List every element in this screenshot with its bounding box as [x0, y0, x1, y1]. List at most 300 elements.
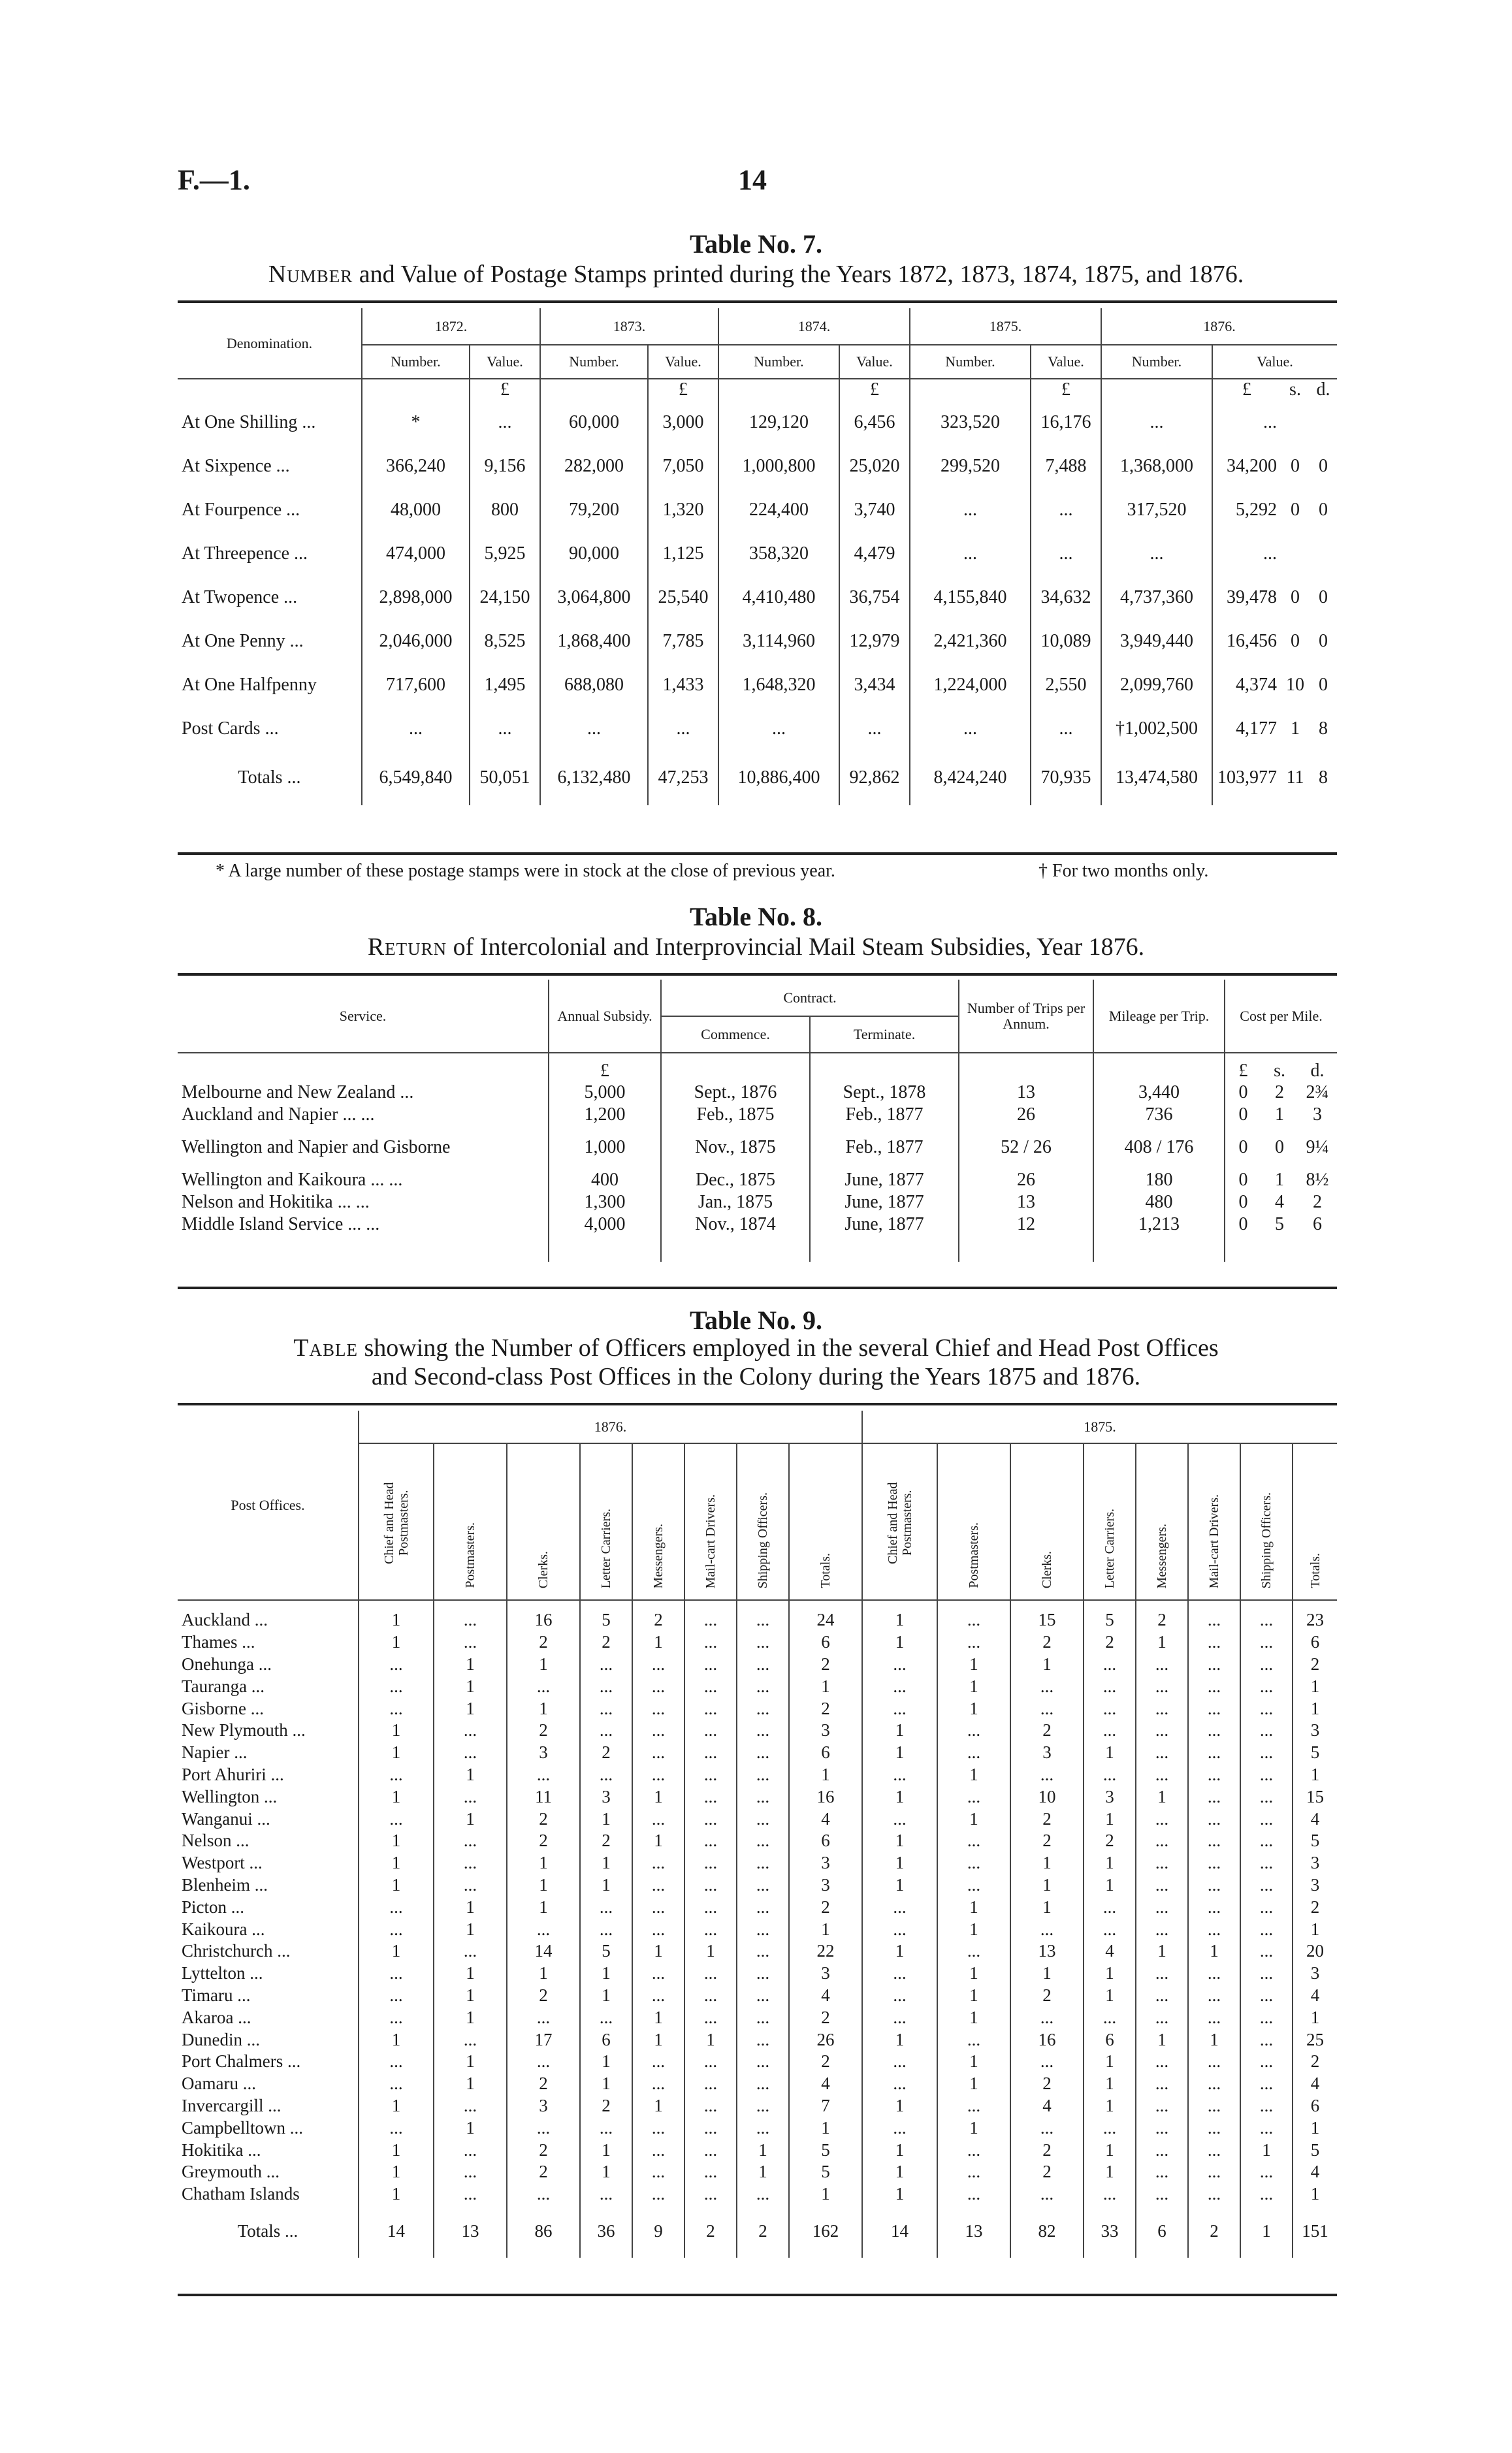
- table9-caption-line1: [0, 1334, 1512, 1362]
- table9-cell: ...: [1240, 1852, 1293, 1874]
- table9-cell: 1: [1293, 2183, 1337, 2205]
- table9-cell: ...: [862, 2051, 937, 2073]
- table9-column-header: [632, 1443, 684, 1600]
- table9-cell: 1: [862, 2095, 937, 2117]
- table9-cell: 1: [684, 1940, 737, 1963]
- table9-cell: ...: [632, 1918, 684, 1940]
- table9-cell: 1: [1084, 1742, 1136, 1764]
- table9-cell: 2: [1010, 2073, 1084, 2095]
- table7-totals-row: [178, 750, 1337, 805]
- table9-row: [178, 1786, 1337, 1808]
- table9-cell: 1: [359, 2028, 434, 2051]
- table9-cell: ...: [737, 1675, 789, 1697]
- table9-cell: 1: [789, 1918, 862, 1940]
- table9-cell: ...: [737, 2006, 789, 2028]
- table9-cell: 3: [507, 2095, 580, 2117]
- table9-cell: 1: [862, 1852, 937, 1874]
- table9-cell: ...: [1188, 1720, 1240, 1742]
- table9-cell: ...: [1010, 2051, 1084, 2073]
- table9-cell: 6: [789, 1742, 862, 1764]
- table8-subsidy-cell: 1,200: [549, 1104, 661, 1126]
- table9-cell: ...: [1240, 1675, 1293, 1697]
- table9-cell: 1: [937, 2006, 1010, 2028]
- table8-row: [178, 1213, 1337, 1236]
- table7-cell: [1310, 400, 1337, 444]
- table9-cell: 2: [507, 1720, 580, 1742]
- table8-subsidy-header: Annual Subsidy.: [549, 980, 661, 1053]
- table9-cell: 6: [1293, 2095, 1337, 2117]
- table9-cell: ...: [1136, 1896, 1188, 1918]
- table9-post-office-name: Christchurch ...: [182, 1941, 291, 1961]
- table8-d-cell: 6: [1313, 1214, 1323, 1234]
- table9-cell: 1: [359, 1631, 434, 1654]
- table9-post-office-name: Campbelltown ...: [182, 2117, 303, 2138]
- table8-trips-cell: 26: [959, 1169, 1093, 1191]
- table9-row: [178, 2006, 1337, 2028]
- table7-cell: 0: [1319, 499, 1328, 520]
- table9-cell: ...: [684, 1985, 737, 2007]
- table9-cell: 1: [1293, 1764, 1337, 1786]
- table9-cell: ...: [434, 1742, 507, 1764]
- table9-column-header: [1010, 1443, 1084, 1600]
- table9-cell: 6: [789, 1631, 862, 1654]
- table7-cell: ...: [1212, 400, 1281, 444]
- table9-cell: 1: [1084, 1874, 1136, 1897]
- table9-cell: 2: [1010, 1985, 1084, 2007]
- table7-row: [178, 663, 1337, 707]
- table7-cell: 0: [1319, 586, 1328, 607]
- table9-cell: ...: [632, 1675, 684, 1697]
- table7-value-header: Value.: [470, 345, 540, 379]
- table9-post-office-name: Thames ...: [182, 1632, 255, 1652]
- table7-cell: 0: [1291, 586, 1300, 607]
- table7-body: [178, 400, 1337, 750]
- table9-cell: ...: [862, 2073, 937, 2095]
- table7-units-row: [178, 379, 1337, 400]
- table9-cell: ...: [359, 1697, 434, 1720]
- table8-l-cell: 0: [1225, 1213, 1261, 1236]
- table7-row-label: At Threepence ...: [182, 543, 308, 564]
- table9-cell: 3: [507, 1742, 580, 1764]
- table9-cell: 1: [507, 1852, 580, 1874]
- table9-column-header-label: Clerks.: [1040, 1550, 1054, 1588]
- table9-row: [178, 2028, 1337, 2051]
- table8-row: [178, 1104, 1337, 1126]
- table7-footnote-star: * A large number of these postage stamps were in stock at the close of previous year.: [216, 861, 835, 881]
- table9-cell: ...: [359, 2117, 434, 2139]
- table9-post-office-name: Lyttelton ...: [182, 1963, 263, 1983]
- table8-unit-pound: £: [1225, 1053, 1261, 1082]
- table9-cell: ...: [684, 1675, 737, 1697]
- table9-cell: 1: [937, 1697, 1010, 1720]
- table9-cell: 1: [359, 1940, 434, 1963]
- table9-cell: 1: [632, 1631, 684, 1654]
- table9-cell: ...: [737, 2051, 789, 2073]
- table9-cell: ...: [359, 1654, 434, 1676]
- table9-cell: ...: [862, 1808, 937, 1830]
- table9-cell: 1: [434, 1675, 507, 1697]
- table7-year-1872: 1872.: [362, 308, 540, 345]
- table8-service-cell: Melbourne and New Zealand ...: [182, 1082, 414, 1102]
- table9-cell: 1: [1010, 1896, 1084, 1918]
- table9-cell: 1: [580, 2139, 632, 2161]
- table8-commence-cell: Nov., 1874: [661, 1213, 810, 1236]
- table9-cell: ...: [434, 2161, 507, 2183]
- table8-trips-cell: 26: [959, 1104, 1093, 1126]
- table9-post-office-name: Oamaru ...: [182, 2074, 256, 2094]
- table9-row: [178, 1985, 1337, 2007]
- table8-terminate-cell: Sept., 1878: [810, 1082, 959, 1104]
- table9-cell: ...: [1084, 1697, 1136, 1720]
- table9-spacer-row: [178, 1600, 1337, 1609]
- table8-mileage-cell: 3,440: [1093, 1082, 1225, 1104]
- table7-cell: 16,456: [1212, 619, 1281, 663]
- table9-cell: ...: [937, 2183, 1010, 2205]
- table9-cell: 4: [1084, 1940, 1136, 1963]
- table9-cell: ...: [1240, 1985, 1293, 2007]
- table7-totals-cell: 6,132,480: [540, 750, 648, 805]
- table7-cell: ...: [1031, 488, 1101, 532]
- table9-cell: ...: [1188, 2073, 1240, 2095]
- table9-cell: 2: [580, 2095, 632, 2117]
- table9-cell: ...: [1010, 2183, 1084, 2205]
- table9-cell: 2: [580, 1742, 632, 1764]
- table9-cell: ...: [1084, 1764, 1136, 1786]
- table9-column-header-label: Messengers.: [1155, 1523, 1169, 1588]
- table8-service-cell: Wellington and Kaikoura ... ...: [182, 1170, 403, 1190]
- table8-service-cell: Wellington and Napier and Gisborne: [182, 1137, 451, 1157]
- table9-cell: ...: [1240, 1609, 1293, 1631]
- table8-s-cell: 4: [1275, 1192, 1285, 1212]
- table9-cell: 2: [507, 1830, 580, 1852]
- table7-cell: 0: [1319, 630, 1328, 651]
- table9-cell: ...: [1136, 2073, 1188, 2095]
- table9-cell: 1: [1084, 1963, 1136, 1985]
- table8-units-row: [178, 1053, 1337, 1082]
- table9-totals-cell: 13: [434, 2205, 507, 2258]
- table9-cell: 4: [789, 2073, 862, 2095]
- table9-totals-cell: 36: [580, 2205, 632, 2258]
- table7-unit-pound: £: [1031, 379, 1101, 400]
- table7-cell: 282,000: [540, 444, 648, 488]
- table9-cell: 1: [434, 2051, 507, 2073]
- table9-body: [178, 1609, 1337, 2205]
- table9-cell: ...: [434, 1940, 507, 1963]
- table9-cell: ...: [737, 2073, 789, 2095]
- table8-trips-cell: 13: [959, 1191, 1093, 1213]
- table9-post-office-name: Port Ahuriri ...: [182, 1764, 284, 1784]
- table9-cell: ...: [937, 1852, 1010, 1874]
- table9-post-office-name: Timaru ...: [182, 1985, 251, 2005]
- table9-post-office-name: Auckland ...: [182, 1610, 268, 1630]
- table9-cell: ...: [1136, 1918, 1188, 1940]
- table8-d-cell: 9¼: [1306, 1137, 1329, 1157]
- table9-cell: ...: [1240, 1764, 1293, 1786]
- table8-d-cell: 3: [1313, 1104, 1323, 1125]
- table9-cell: 1: [434, 1764, 507, 1786]
- table7-cell: 1,320: [648, 488, 718, 532]
- table9-column-header: [1293, 1443, 1337, 1600]
- table9-cell: 3: [1293, 1874, 1337, 1897]
- table9-cell: 1: [359, 1874, 434, 1897]
- table9-cell: ...: [862, 1697, 937, 1720]
- table9-cell: 1: [434, 1918, 507, 1940]
- table9-cell: ...: [359, 1808, 434, 1830]
- table7-row: [178, 400, 1337, 444]
- table9-cell: 1: [1188, 1940, 1240, 1963]
- table8-terminate-cell: June, 1877: [810, 1191, 959, 1213]
- table9-cell: 1: [862, 2028, 937, 2051]
- table7-top-rule: [178, 300, 1337, 303]
- table9-cell: 1: [1293, 1675, 1337, 1697]
- table9-cell: ...: [580, 1654, 632, 1676]
- table7-year-1873: 1873.: [540, 308, 718, 345]
- table9-cell: 1: [507, 1654, 580, 1676]
- table9-row: [178, 1764, 1337, 1786]
- table7-cell: 25,020: [839, 444, 910, 488]
- table9-cell: 1: [862, 1742, 937, 1764]
- table7-totals-label: Totals ...: [238, 767, 301, 788]
- table9-cell: 5: [789, 2161, 862, 2183]
- table9-cell: ...: [507, 2051, 580, 2073]
- table7-cell: 366,240: [362, 444, 470, 488]
- table8-d-cell: 8½: [1306, 1170, 1329, 1190]
- table7-value-header: Value.: [648, 345, 718, 379]
- table9-cell: ...: [937, 1874, 1010, 1897]
- table9-post-office-name: Dunedin ...: [182, 2029, 260, 2049]
- table8-bottom-rule: [178, 1287, 1337, 1289]
- table7-cell: 7,050: [648, 444, 718, 488]
- table7-cell: 7,488: [1031, 444, 1101, 488]
- table8-subsidy-cell: 4,000: [549, 1213, 661, 1236]
- table9-cell: 2: [580, 1631, 632, 1654]
- table8-trips-cell: 13: [959, 1082, 1093, 1104]
- table9-cell: ...: [1240, 2051, 1293, 2073]
- table9-cell: ...: [684, 1896, 737, 1918]
- table9-cell: ...: [1240, 1697, 1293, 1720]
- table9-row: [178, 1940, 1337, 1963]
- table7-value-header: Value.: [1031, 345, 1101, 379]
- table9-cell: 1: [1136, 2028, 1188, 2051]
- table8-subsidy-cell: 400: [549, 1169, 661, 1191]
- table9-cell: ...: [434, 1830, 507, 1852]
- table9-cell: ...: [937, 1631, 1010, 1654]
- table9-cell: 1: [684, 2028, 737, 2051]
- table9-cell: ...: [1010, 1697, 1084, 1720]
- table9-cell: 1: [580, 1852, 632, 1874]
- table9-cell: ...: [632, 1654, 684, 1676]
- table9-cell: ...: [1136, 1963, 1188, 1985]
- table9-post-office-name: Picton ...: [182, 1897, 245, 1917]
- table9-cell: 26: [789, 2028, 862, 2051]
- table7-cell: ...: [910, 707, 1031, 750]
- table9-cell: 24: [789, 1609, 862, 1631]
- table9-cell: ...: [359, 1896, 434, 1918]
- table9-cell: 1: [359, 1609, 434, 1631]
- table8-mileage-header: Mileage per Trip.: [1093, 980, 1225, 1053]
- table9-cell: 5: [1293, 1742, 1337, 1764]
- table9-cell: ...: [434, 1874, 507, 1897]
- table9-cell: ...: [359, 1963, 434, 1985]
- table9-cell: ...: [632, 2117, 684, 2139]
- table7-cell: 0: [1291, 630, 1300, 651]
- table9-cell: ...: [1188, 1874, 1240, 1897]
- table9-cell: 23: [1293, 1609, 1337, 1631]
- table9-cell: 1: [862, 1874, 937, 1897]
- table9-cell: ...: [862, 1985, 937, 2007]
- table9-cell: ...: [359, 1918, 434, 1940]
- table9-totals-cell: 151: [1293, 2205, 1337, 2258]
- table9-cell: ...: [684, 1654, 737, 1676]
- table9-cell: 1: [1084, 2095, 1136, 2117]
- table9-cell: ...: [737, 1918, 789, 1940]
- table9-totals-label: Totals ...: [237, 2221, 298, 2241]
- table7-unit-pence: d.: [1316, 379, 1330, 400]
- table9-totals-cell: 9: [632, 2205, 684, 2258]
- table9-cell: ...: [632, 2183, 684, 2205]
- table9-column-header-label: Clerks.: [536, 1550, 551, 1588]
- table9-cell: 15: [1293, 1786, 1337, 1808]
- table7-cell: 7,785: [648, 619, 718, 663]
- table9-cell: 1: [862, 1940, 937, 1963]
- table9-cell: 1: [507, 1963, 580, 1985]
- table9-cell: 5: [580, 1609, 632, 1631]
- table7-value-header: Value.: [1212, 345, 1337, 379]
- table9-cell: ...: [737, 1742, 789, 1764]
- table8-l-cell: 0: [1225, 1082, 1261, 1104]
- table8-s-cell: 2: [1275, 1082, 1285, 1102]
- table9-cell: ...: [1136, 1720, 1188, 1742]
- table9-cell: ...: [632, 1764, 684, 1786]
- table9-top-rule: [178, 1403, 1337, 1405]
- table8-d-cell: 2¾: [1306, 1082, 1329, 1102]
- table9-cell: 2: [1293, 1896, 1337, 1918]
- table7-row-label: At Sixpence ...: [182, 455, 290, 476]
- table9-cell: ...: [737, 1830, 789, 1852]
- table9-cell: ...: [1240, 2095, 1293, 2117]
- table9-post-office-name: Wellington ...: [182, 1786, 278, 1806]
- table7-cell: 317,520: [1101, 488, 1212, 532]
- table9-cell: 1: [580, 2161, 632, 2183]
- table9-caption-lead: Table: [293, 1334, 358, 1362]
- table9-row: [178, 2161, 1337, 2183]
- table9-cell: ...: [684, 2073, 737, 2095]
- table7-cell: ...: [1101, 532, 1212, 575]
- table9-column-header: [789, 1443, 862, 1600]
- table9-cell: ...: [937, 2095, 1010, 2117]
- table9-cell: ...: [684, 1697, 737, 1720]
- table9-cell: ...: [1136, 2006, 1188, 2028]
- table9-totals-cell: 2: [684, 2205, 737, 2258]
- table9-column-header: [359, 1443, 434, 1600]
- table7-row-label: At One Penny ...: [182, 630, 304, 651]
- table9-cell: ...: [1240, 1808, 1293, 1830]
- table9-cell: ...: [1240, 2161, 1293, 2183]
- table9-cell: 1: [632, 2095, 684, 2117]
- table7-number-header: Number.: [910, 345, 1031, 379]
- table9-cell: 10: [1010, 1786, 1084, 1808]
- table9-cell: ...: [1136, 1697, 1188, 1720]
- table9-cell: ...: [1188, 2117, 1240, 2139]
- table8-commence-cell: Jan., 1875: [661, 1191, 810, 1213]
- table9-totals-cell: 14: [359, 2205, 434, 2258]
- table9-cell: ...: [1136, 1874, 1188, 1897]
- table9-cell: 1: [1084, 2073, 1136, 2095]
- table9-cell: 1: [789, 1675, 862, 1697]
- table7-cell: 34,632: [1031, 575, 1101, 619]
- table8-trips-header: Number of Trips per Annum.: [959, 980, 1093, 1053]
- table9-cell: ...: [737, 1764, 789, 1786]
- table9-cell: ...: [1188, 2051, 1240, 2073]
- table9-cell: 1: [359, 1786, 434, 1808]
- table7-cell: [1310, 532, 1337, 575]
- table8-caption-lead: Return: [367, 933, 447, 961]
- table9-post-office-name: Napier ...: [182, 1742, 248, 1763]
- table7-cell: 1,224,000: [910, 663, 1031, 707]
- table7-cell: 4,737,360: [1101, 575, 1212, 619]
- table9-cell: ...: [1240, 1742, 1293, 1764]
- table9-cell: ...: [1188, 2095, 1240, 2117]
- table9-year-row: [178, 1411, 1337, 1443]
- table9-cell: ...: [937, 2028, 1010, 2051]
- table9-cell: ...: [1188, 1963, 1240, 1985]
- table9-cell: 1: [862, 1720, 937, 1742]
- table9-cell: ...: [1188, 1808, 1240, 1830]
- table8-terminate-header: Terminate.: [810, 1016, 959, 1053]
- table9-cell: 3: [1293, 1720, 1337, 1742]
- table7-cell: 5,925: [470, 532, 540, 575]
- table7-cell: ...: [470, 400, 540, 444]
- table9-cell: ...: [1136, 1852, 1188, 1874]
- table9-cell: 1: [632, 2006, 684, 2028]
- table9-cell: 1: [434, 2073, 507, 2095]
- table8-s-cell: 5: [1275, 1214, 1285, 1234]
- table9-totals-cell: 82: [1010, 2205, 1084, 2258]
- table9-cell: ...: [1188, 1742, 1240, 1764]
- table8-l-cell: 0: [1225, 1191, 1261, 1213]
- table9-cell: ...: [1084, 1654, 1136, 1676]
- table8-title: Table No. 8.: [689, 902, 822, 931]
- table9-cell: 4: [1293, 2073, 1337, 2095]
- table9-cell: ...: [434, 2028, 507, 2051]
- table9-column-header-label: Messengers.: [651, 1523, 666, 1588]
- table9-cell: 5: [1084, 1609, 1136, 1631]
- table8-cost-header: Cost per Mile.: [1225, 980, 1337, 1053]
- table8-row: [178, 1191, 1337, 1213]
- table9-cell: ...: [1188, 2139, 1240, 2161]
- table9-row: [178, 2051, 1337, 2073]
- table9-post-office-name: Kaikoura ...: [182, 1919, 265, 1939]
- table9-cell: ...: [1188, 2183, 1240, 2205]
- table7-cell: 3,434: [839, 663, 910, 707]
- table9-cell: 1: [789, 1764, 862, 1786]
- table9-cell: ...: [684, 2161, 737, 2183]
- table9-cell: ...: [580, 1918, 632, 1940]
- table9-cell: 1: [1136, 1940, 1188, 1963]
- table9-cell: 1: [862, 1786, 937, 1808]
- table9-cell: 1: [434, 1697, 507, 1720]
- table9-cell: ...: [1188, 1830, 1240, 1852]
- table9-row: [178, 2073, 1337, 2095]
- table9-cell: ...: [1240, 1940, 1293, 1963]
- table9-cell: ...: [737, 2095, 789, 2117]
- table9-cell: 5: [580, 1940, 632, 1963]
- table9-cell: 1: [359, 1742, 434, 1764]
- table9-cell: 1: [862, 1631, 937, 1654]
- table9-column-header: [1084, 1443, 1136, 1600]
- table9-cell: 1: [434, 2006, 507, 2028]
- table9-cell: ...: [1240, 2183, 1293, 2205]
